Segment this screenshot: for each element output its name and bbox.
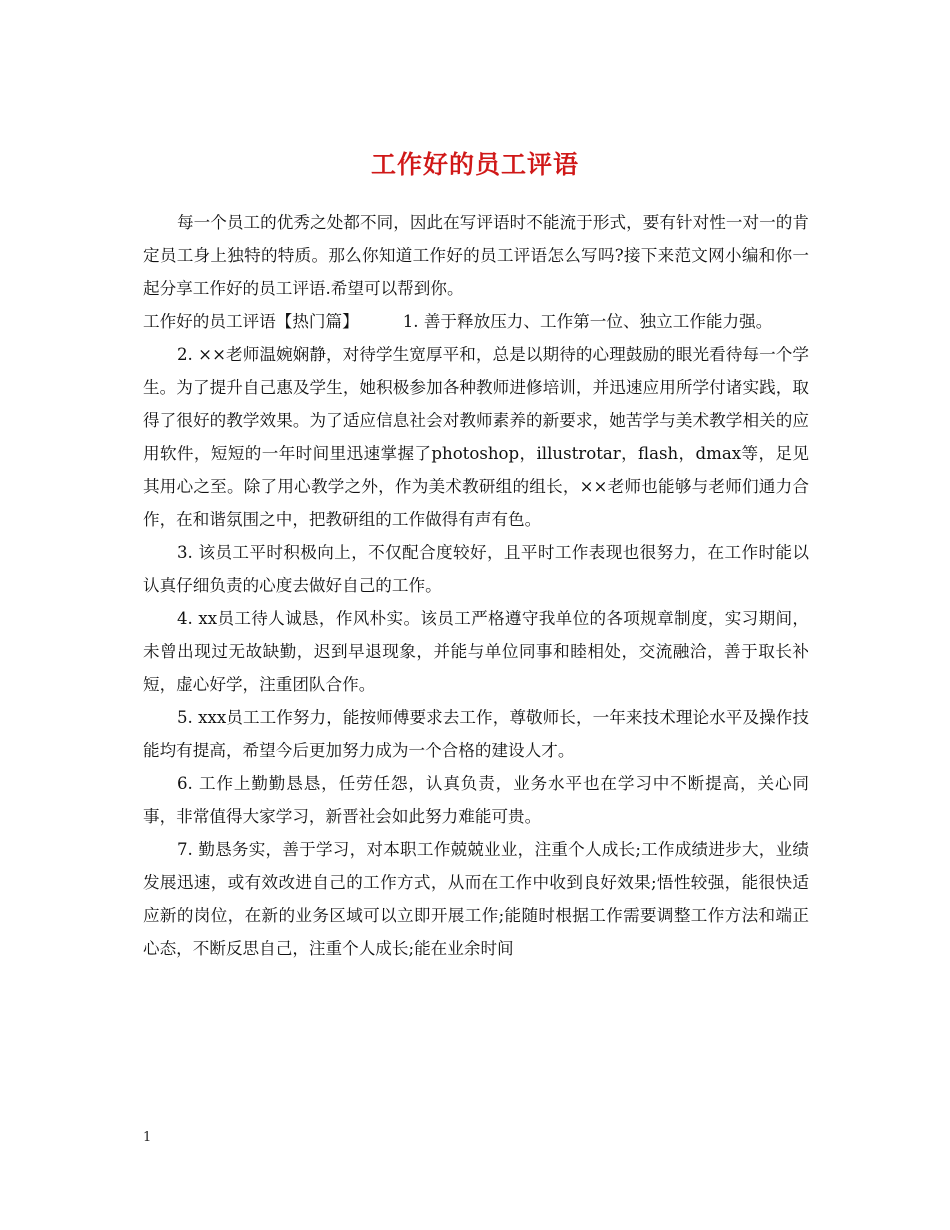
section-heading: 工作好的员工评语【热门篇】 <box>143 312 359 331</box>
list-item: 6. 工作上勤勤恳恳，任劳任怨，认真负责，业务水平也在学习中不断提高，关心同事，非常值得大家学习，新晋社会如此努力难能可贵。 <box>143 774 809 826</box>
list-item: 7. 勤恳务实，善于学习，对本职工作兢兢业业，注重个人成长;工作成绩进步大，业绩发展迅速，或有效改进自己的工作方式，从而在工作中收到良好效果;悟性较强，能很快适应新的岗位，在新的业务区域可以立即开展工作;能随时根据工作需要调整工作方法和端正心态，不断反思自己，注重个人成长;能在业余时间 <box>143 840 809 958</box>
document-title: 工作好的员工评语 <box>370 149 579 179</box>
list-item-1: 1. 善于释放压力、工作第一位、独立工作能力强。 <box>402 312 773 331</box>
list-item: 2. ××老师温婉娴静，对待学生宽厚平和，总是以期待的心理鼓励的眼光看待每一个学生。为了提升自己惠及学生，她积极参加各种教师进修培训，并迅速应用所学付诸实践，取得了很好的教学效果。为了适应信息社会对教师素养的新要求，她苦学与美术教学相关的应用软件，短短的一年时间里迅速掌握了photoshop，illustrotar，flash，dmax等，足见其用心之至。除了用心教学之外，作为美术教研组的组长，××老师也能够与老师们通力合作，在和谐氛围之中，把教研组的工作做得有声有色。 <box>143 345 809 529</box>
list-item: 5. xxx员工工作努力，能按师傅要求去工作，尊敬师长，一年来技术理论水平及操作技能均有提高，希望今后更加努力成为一个合格的建设人才。 <box>143 708 809 760</box>
page-number: 1 <box>143 1130 152 1145</box>
section-paragraph <box>143 305 809 338</box>
intro-paragraph: 每一个员工的优秀之处都不同，因此在写评语时不能流于形式，要有针对性一对一的肯定员工身上独特的特质。那么你知道工作好的员工评语怎么写吗?接下来范文网小编和你一起分享工作好的员工评语.希望可以帮到你。 <box>143 213 809 298</box>
document-body <box>143 206 809 965</box>
list-item: 4. xx员工待人诚恳，作风朴实。该员工严格遵守我单位的各项规章制度，实习期间，未曾出现过无故缺勤，迟到早退现象，并能与单位同事和睦相处，交流融洽，善于取长补短，虚心好学，注重团队合作。 <box>143 609 809 694</box>
list-item: 3. 该员工平时积极向上，不仅配合度较好，且平时工作表现也很努力，在工作时能以认真仔细负责的心度去做好自己的工作。 <box>143 543 809 595</box>
